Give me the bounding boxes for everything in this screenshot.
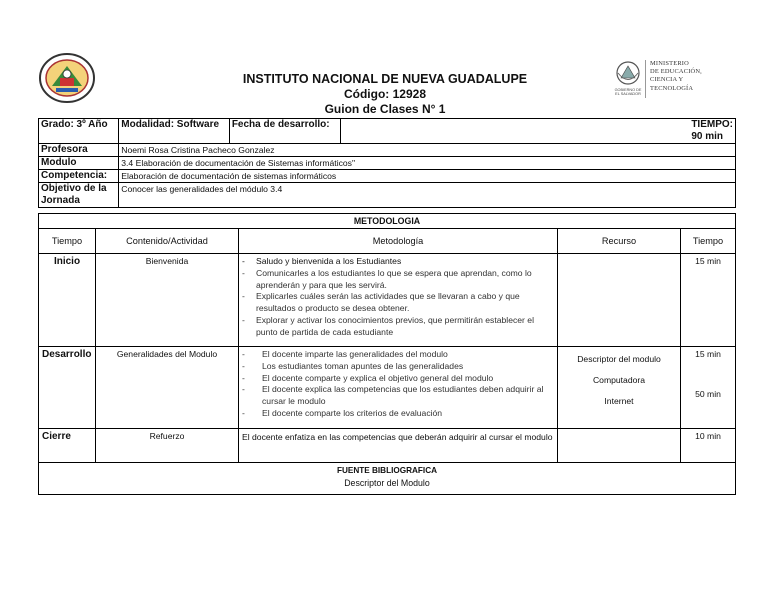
methodology-cell: El docente enfatiza en las competencias que deberán adquirir al cursar el modulo bbox=[239, 429, 558, 463]
list-item: - Los estudiantes toman apuntes de las generalidades bbox=[242, 361, 554, 373]
resource-cell bbox=[558, 429, 681, 463]
date-cell: Fecha de desarrollo: bbox=[229, 119, 341, 144]
school-crest-icon bbox=[38, 52, 96, 104]
title-block bbox=[200, 72, 570, 117]
list-item: - El docente explica las competencias que los estudiantes deben adquirir al cursar le modulo bbox=[242, 384, 554, 408]
table-row bbox=[39, 429, 736, 463]
coat-of-arms-icon bbox=[612, 60, 644, 88]
table-row bbox=[39, 157, 736, 170]
teacher-label: Profesora bbox=[39, 144, 119, 157]
methodology-cell bbox=[239, 347, 558, 429]
ministry-logo bbox=[612, 60, 722, 100]
content-cell: Bienvenida bbox=[96, 254, 239, 347]
content-cell: Refuerzo bbox=[96, 429, 239, 463]
time-cell bbox=[681, 347, 736, 429]
table-row bbox=[39, 214, 736, 229]
table-row bbox=[39, 183, 736, 208]
table-row bbox=[39, 254, 736, 347]
methodology-caption: METODOLOGIA bbox=[39, 214, 736, 229]
modality-cell: Modalidad: Software bbox=[119, 119, 230, 144]
objective-label: Objetivo de la Jornada bbox=[39, 183, 119, 208]
table-row bbox=[39, 144, 736, 157]
grade-cell: Grado: 3º Año bbox=[39, 119, 119, 144]
ministry-divider bbox=[645, 60, 646, 98]
document-header bbox=[0, 0, 768, 118]
competence-label: Competencia: bbox=[39, 170, 119, 183]
class-info-table bbox=[38, 118, 736, 208]
resource-item: Internet bbox=[604, 396, 634, 406]
institution-name: INSTITUTO NACIONAL DE NUEVA GUADALUPE bbox=[242, 72, 528, 86]
column-header: Tiempo bbox=[39, 229, 96, 254]
module-label: Modulo bbox=[39, 157, 119, 170]
column-header: Metodología bbox=[239, 229, 558, 254]
ministry-name: MINISTERIO DE EDUCACIÓN, CIENCIA Y TECNOLOGÍA bbox=[650, 60, 702, 92]
bibliography-value: Descriptor del Modulo bbox=[344, 478, 430, 488]
table-row bbox=[39, 170, 736, 183]
resource-item: Descriptor del modulo bbox=[577, 354, 661, 364]
table-row bbox=[39, 463, 736, 495]
time-cell: TIEMPO: 90 min bbox=[341, 119, 736, 144]
list-item: - El docente imparte las generalidades del modulo bbox=[242, 349, 554, 361]
phase-cell: Inicio bbox=[39, 254, 96, 347]
list-item: - Explorar y activar los conocimientos previos, que permitirán establecer el punto de partida de cada estudiante bbox=[242, 315, 554, 339]
module-value: 3.4 Elaboración de documentación de Sistemas informáticos" bbox=[119, 157, 736, 170]
column-header: Recurso bbox=[558, 229, 681, 254]
methodology-cell bbox=[239, 254, 558, 347]
bibliography-label: FUENTE BIBLIOGRAFICA bbox=[336, 466, 438, 475]
list-item: - Explicarles cuáles serán las actividades que se llevaran a cabo y que resultados o producto se desea obtener. bbox=[242, 291, 554, 315]
content-cell: Generalidades del Modulo bbox=[96, 347, 239, 429]
competence-value: Elaboración de documentación de sistemas informáticos bbox=[119, 170, 736, 183]
table-row bbox=[39, 119, 736, 144]
resource-cell bbox=[558, 254, 681, 347]
teacher-value: Noemi Rosa Cristina Pacheco Gonzalez bbox=[119, 144, 736, 157]
column-header: Contenido/Actividad bbox=[96, 229, 239, 254]
methodology-table bbox=[38, 213, 736, 495]
objective-value: Conocer las generalidades del módulo 3.4 bbox=[119, 183, 736, 208]
time-cell: 10 min bbox=[681, 429, 736, 463]
time-value: 15 min bbox=[695, 349, 721, 359]
column-header: Tiempo bbox=[681, 229, 736, 254]
list-item: - El docente comparte y explica el objetivo general del modulo bbox=[242, 373, 554, 385]
list-item: - El docente comparte los criterios de evaluación bbox=[242, 408, 554, 420]
gov-text: GOBIERNO DE EL SALVADOR bbox=[614, 88, 642, 97]
phase-cell: Desarrollo bbox=[39, 347, 96, 429]
list-item: - Comunicarles a los estudiantes lo que se espera que aprendan, como lo aprenderán y para que les servirá. bbox=[242, 268, 554, 292]
phase-cell: Cierre bbox=[39, 429, 96, 463]
table-header-row bbox=[39, 229, 736, 254]
school-code: Código: 12928 bbox=[343, 87, 427, 101]
resource-item: Computadora bbox=[592, 375, 646, 385]
time-cell: 15 min bbox=[681, 254, 736, 347]
table-row bbox=[39, 347, 736, 429]
class-guide-number: Guion de Clases N° 1 bbox=[324, 102, 446, 116]
time-value: 50 min bbox=[695, 389, 721, 399]
bibliography-cell bbox=[39, 463, 736, 495]
list-item: - Saludo y bienvenida a los Estudiantes bbox=[242, 256, 554, 268]
resource-cell bbox=[558, 347, 681, 429]
